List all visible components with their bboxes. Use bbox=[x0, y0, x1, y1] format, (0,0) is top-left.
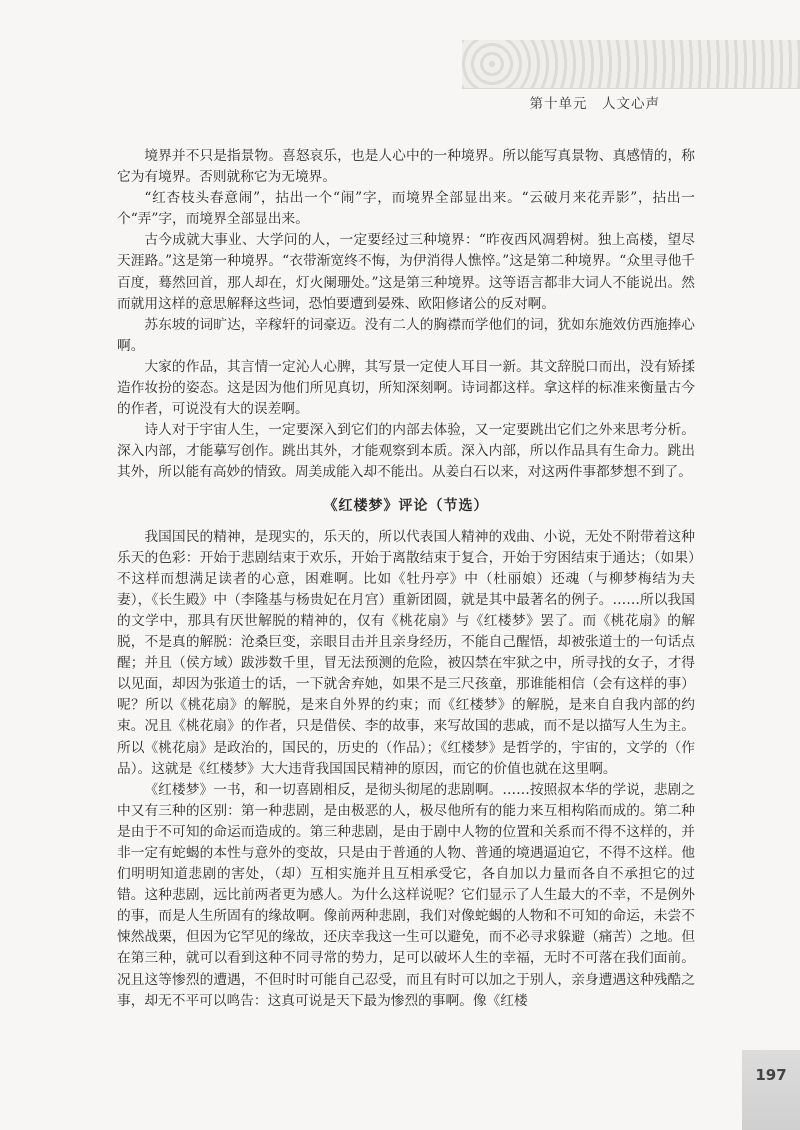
paragraph: 《红楼梦》一书，和一切喜剧相反，是彻头彻尾的悲剧啊。……按照叔本华的学说，悲剧之中又有三种的区别：第一种悲剧，是由极恶的人，极尽他所有的能力来互相构陷而成的。第二种是由于不可知的命运而造成的。第三种悲剧，是由于剧中人物的位置和关系而不得不这样的，并非一定有蛇蝎的本性与意外的变故，只是由于普通的人物、普通的境遇逼迫它，不得不这样。他们明明知道悲剧的害处，（却）互相实施并且互相承受它，各自加以力量而各自不承担它的过错。这种悲剧，远比前两者更为感人。为什么这样说呢？它们显示了人生最大的不幸，不是例外的事，而是人生所固有的缘故啊。像前两种悲剧，我们对像蛇蝎的人物和不可知的命运，未尝不悚然战栗，但因为它罕见的缘故，还庆幸我这一生可以避免，而不必寻求躲避（痛苦）之地。但在第三种，就可以看到这种不同寻常的势力，足可以破坏人生的幸福，无时不可落在我们面前。况且这等惨烈的遭遇，不但时时可能自己忍受，而且有时可以加之于别人，亲身遭遇这种残酷之事，却无不平可以鸣告：这真可说是天下最为惨烈的事啊。像《红楼 bbox=[117, 781, 695, 1009]
running-header: 第十单元 人文心声 bbox=[529, 96, 660, 112]
header-ornament bbox=[462, 40, 800, 89]
paragraph: 苏东坡的词旷达，辛稼轩的词豪迈。没有二人的胸襟而学他们的词，犹如东施效仿西施捧心啊。 bbox=[117, 316, 695, 354]
paragraph: 境界并不只是指景物。喜怒哀乐，也是人心中的一种境界。所以能写真景物、真感情的，称它为有境界。否则就称它为无境界。 bbox=[117, 148, 695, 186]
paragraph: 古今成就大事业、大学问的人，一定要经过三种境界：“昨夜西风凋碧树。独上高楼，望尽天涯路。”这是第一种境界。“衣带渐宽终不悔，为伊消得人憔悴。”这是第二种境界。“众里寻他千百度，蓦然回首，那人却在，灯火阑珊处。”这是第三种境界。这等语言都非大词人不能说出。然而就用这样的意思解释这些词，恐怕要遭到晏殊、欧阳修诸公的反对啊。 bbox=[117, 232, 695, 312]
section-title: 《红楼梦》评论（节选） bbox=[323, 497, 489, 514]
paragraph: 大家的作品，其言情一定沁人心脾，其写景一定使人耳目一新。其文辞脱口而出，没有矫揉造作妆扮的姿态。这是因为他们所见真切，所知深刻啊。诗词都这样。拿这样的标准来衡量古今的作者，可说没有大的误差啊。 bbox=[117, 358, 695, 418]
body-text bbox=[117, 146, 695, 1012]
paragraph: 诗人对于宇宙人生，一定要深入到它们的内部去体验，又一定要跳出它们之外来思考分析。深入内部，才能摹写创作。跳出其外，才能观察到本质。深入内部，所以作品具有生命力。跳出其外，所以能有高妙的情致。周美成能入却不能出。从姜白石以来，对这两件事都梦想不到了。 bbox=[117, 422, 695, 481]
paragraph: 我国国民的精神，是现实的，乐天的，所以代表国人精神的戏曲、小说，无处不附带着这种乐天的色彩：开始于悲剧结束于欢乐，开始于离散结束于复合，开始于穷困结束于通达；（如果）不这样而想满足读者的心意，困难啊。比如《牡丹亭》中（杜丽娘）还魂（与柳梦梅结为夫妻），《长生殿》中（李隆基与杨贵妃在月宫）重新团圆，就是其中最著名的例子。……所以我国的文学中，那具有厌世解脱的精神的，仅有《桃花扇》与《红楼梦》罢了。而《桃花扇》的解脱，不是真的解脱：沧桑巨变，亲眼目击并且亲身经历，不能自己醒悟，却被张道士的一句话点醒；并且（侯方域）跋涉数千里，冒无法预测的危险，被囚禁在牢狱之中，所寻找的女子，才得以见面，却因为张道士的话，一下就舍弃她，如果不是三尺孩童，那谁能相信（会有这样的事）呢？所以《桃花扇》的解脱，是来自外界的约束；而《红楼梦》的解脱，是来自自我内部的约束。况且《桃花扇》的作者，只是借侯、李的故事，来写故国的悲戚，而不是以描写人生为主。所以《桃花扇》是政治的，国民的，历史的（作品）；《红楼梦》是哲学的，宇宙的，文学的（作品）。这就是《红楼梦》大大违背我国国民精神的原因，而它的价值也就在这里啊。 bbox=[117, 528, 695, 777]
paragraph: “红杏枝头春意闹”，拈出一个“闹”字，而境界全部显出来。“云破月来花弄影”，拈出一个“弄”字，而境界全部显出来。 bbox=[117, 190, 695, 228]
page-number: 197 bbox=[742, 1050, 800, 1130]
